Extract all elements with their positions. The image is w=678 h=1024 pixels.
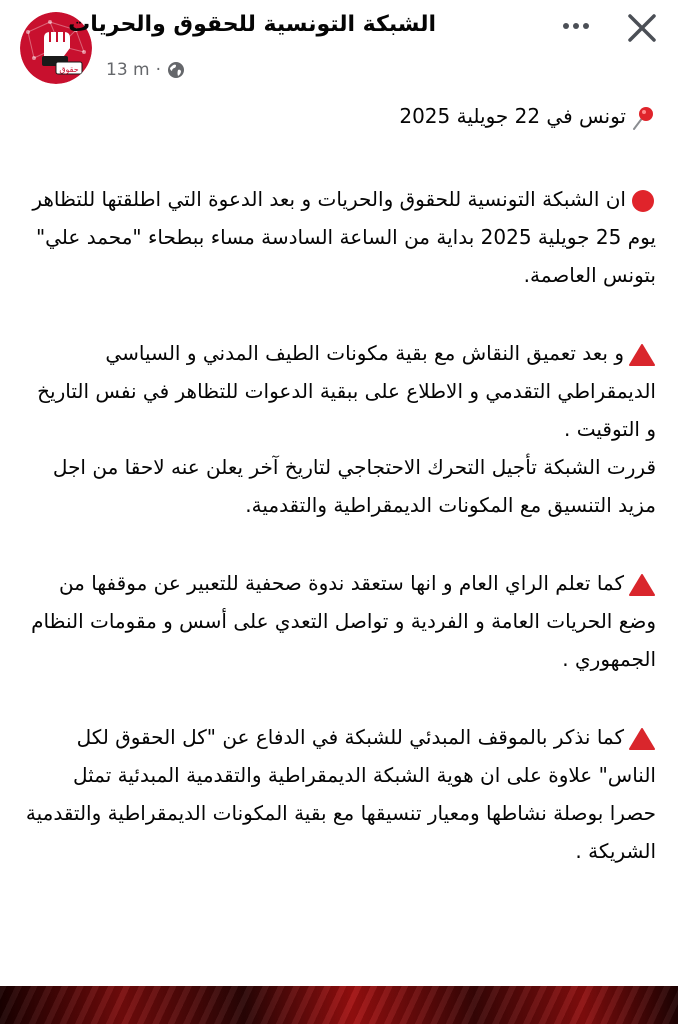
paragraph-2-text: و بعد تعميق النقاش مع بقية مكونات الطيف المدني و السياسي الديمقراطي التقدمي و الاطلاع على ببقية الدعوات للتظاهر في نفس التاريخ و التوقيت . xyxy=(37,341,656,441)
more-options-button[interactable] xyxy=(556,12,596,40)
post-date-line xyxy=(24,96,656,136)
red-triangle-icon xyxy=(628,343,656,367)
paragraph-2-decision xyxy=(24,448,656,524)
paragraph-4-text: كما نذكر بالموقف المبدئي للشبكة في الدفاع عن "كل الحقوق لكل الناس" علاوة على ان هوية الشبكة الديمقراطية والتقدمية المبدئية تمثل حصرا بوصلة نشاطها ومعيار تنسيقها مع بقية المكونات الديمقراطية والتقدمية الشريكة . xyxy=(25,725,656,863)
post-header xyxy=(0,0,678,96)
paragraph-1-text: ان الشبكة التونسية للحقوق والحريات و بعد الدعوة التي اطلقتها للتظاهر يوم 25 جويلية 2025 بداية من الساعة السادسة مساء ببطحاء "محمد علي" بتونس العاصمة. xyxy=(32,187,656,287)
post-image[interactable] xyxy=(0,986,678,1024)
post-text xyxy=(24,96,656,910)
page-name[interactable]: الشبكة التونسية للحقوق والحريات xyxy=(68,12,436,37)
paragraph-2 xyxy=(24,334,656,448)
more-horizontal-icon xyxy=(556,12,596,40)
paragraph-3 xyxy=(24,564,656,678)
paragraph-4 xyxy=(24,718,656,870)
date-line-text: تونس في 22 جويلية 2025 xyxy=(399,104,626,128)
red-circle-icon xyxy=(630,188,656,214)
close-button[interactable] xyxy=(622,8,662,48)
meta-separator: · xyxy=(155,60,162,80)
post-meta xyxy=(106,58,185,82)
paragraph-3-text: كما تعلم الراي العام و انها ستعقد ندوة صحفية للتعبير عن موقفها من وضع الحريات العامة و الفردية و تواصل التعدي على أسس و مقومات النظام الجمهوري . xyxy=(31,571,656,671)
post-time[interactable]: 13 m xyxy=(106,60,150,80)
round-pushpin-icon xyxy=(630,105,656,131)
avatar-text: حقوق xyxy=(59,65,79,74)
red-triangle-icon xyxy=(628,727,656,751)
paragraph-2-decision-text: قررت الشبكة تأجيل التحرك الاحتجاجي لتاريخ آخر يعلن عنه لاحقا من اجل مزيد التنسيق مع المكونات الديمقراطية والتقدمية. xyxy=(52,455,656,517)
red-triangle-icon xyxy=(628,573,656,597)
globe-icon[interactable] xyxy=(167,61,185,79)
close-icon xyxy=(622,8,662,48)
paragraph-1 xyxy=(24,180,656,294)
